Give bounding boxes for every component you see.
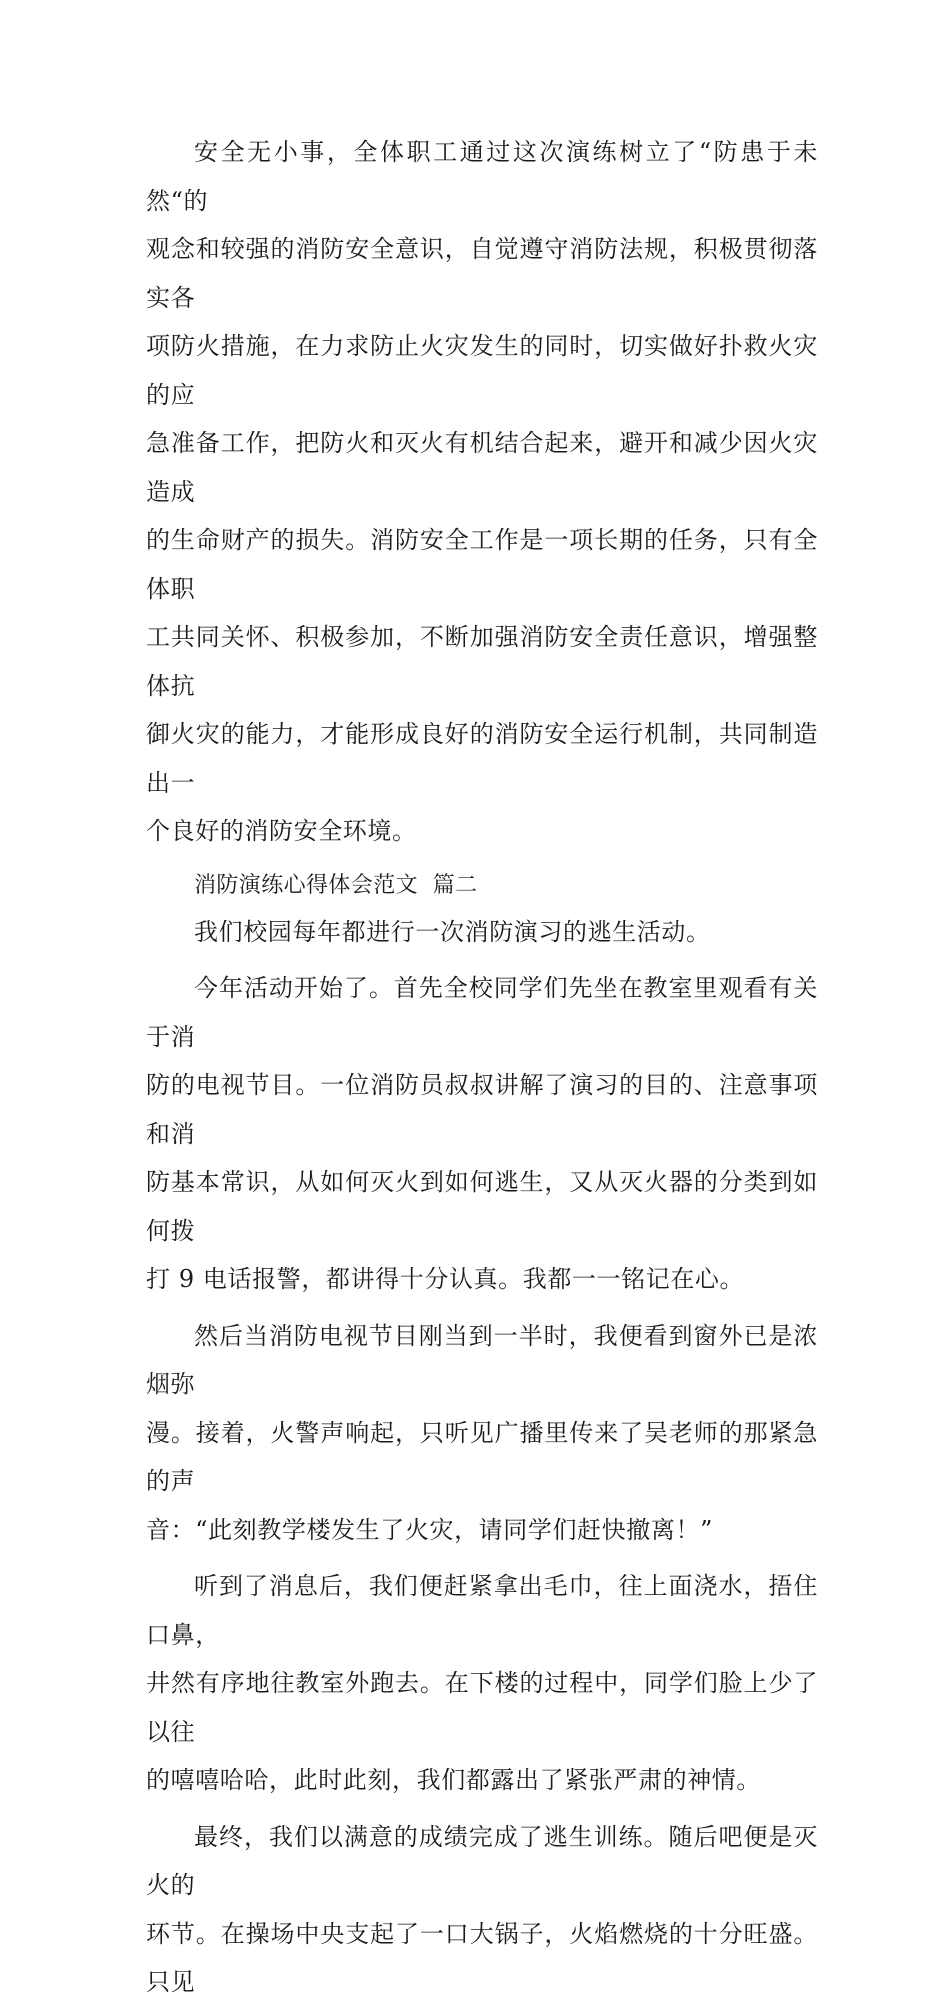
paragraph-alarm (146, 1312, 818, 1555)
text-line: 观念和较强的消防安全意识，自觉遵守消防法规，积极贯彻落实各 (146, 235, 818, 312)
text-line: 最终，我们以满意的成绩完成了逃生训练。随后吧便是灭火的 (146, 1822, 818, 1899)
paragraph-safety-summary (146, 128, 818, 856)
section-heading: 消防演练心得体会范文 篇二 (194, 872, 478, 898)
text-line: 御火灾的能力，才能形成良好的消防安全运行机制，共同制造出一 (146, 720, 818, 797)
text-line: 听到了消息后，我们便赶紧拿出毛巾，往上面浇水，捂住口鼻， (146, 1572, 818, 1649)
text-line: 个良好的消防安全环境。 (146, 817, 417, 845)
text-line: 的嘻嘻哈哈，此时此刻，我们都露出了紧张严肃的神情。 (146, 1766, 761, 1794)
text-line: 打 9 电话报警，都讲得十分认真。我都一一铭记在心。 (146, 1265, 745, 1293)
paragraph-activity-start (146, 964, 818, 1304)
text-line: 工共同关怀、积极参加，不断加强消防安全责任意识，增强整体抗 (146, 623, 818, 700)
paragraph-intro (146, 908, 818, 957)
text-line: 环节。在操场中央支起了一口大锅子，火焰燃烧的十分旺盛。只见 (146, 1919, 818, 1996)
text-line: 项防火措施，在力求防止火灾发生的同时，切实做好扑救火灾的应 (146, 332, 818, 409)
text-line: 防基本常识，从如何灭火到如何逃生，又从灭火器的分类到如何拨 (146, 1168, 818, 1245)
text-line: 音：“此刻教学楼发生了火灾，请同学们赶快撤离！” (146, 1515, 713, 1544)
text-line: 今年活动开始了。首先全校同学们先坐在教室里观看有关于消 (146, 974, 818, 1051)
text-line: 防的电视节目。一位消防员叔叔讲解了演习的目的、注意事项和消 (146, 1071, 818, 1148)
text-line: 安全无小事，全体职工通过这次演练树立了“防患于未然“的 (146, 138, 818, 215)
text-line: 的生命财产的损失。消防安全工作是一项长期的任务，只有全体职 (146, 526, 818, 603)
text-line: 然后当消防电视节目刚当到一半时，我便看到窗外已是浓烟弥 (146, 1321, 818, 1398)
paragraph-firefighting (146, 1813, 818, 2007)
text-line: 漫。接着，火警声响起，只听见广播里传来了吴老师的那紧急的声 (146, 1418, 818, 1495)
paragraph-evacuation (146, 1562, 818, 1805)
text-line: 我们校园每年都进行一次消防演习的逃生活动。 (194, 917, 711, 946)
document-body (146, 128, 818, 2007)
text-line: 急准备工作，把防火和灭火有机结合起来，避开和减少因火灾造成 (146, 429, 818, 506)
text-line: 井然有序地往教室外跑去。在下楼的过程中，同学们脸上少了以往 (146, 1669, 818, 1746)
